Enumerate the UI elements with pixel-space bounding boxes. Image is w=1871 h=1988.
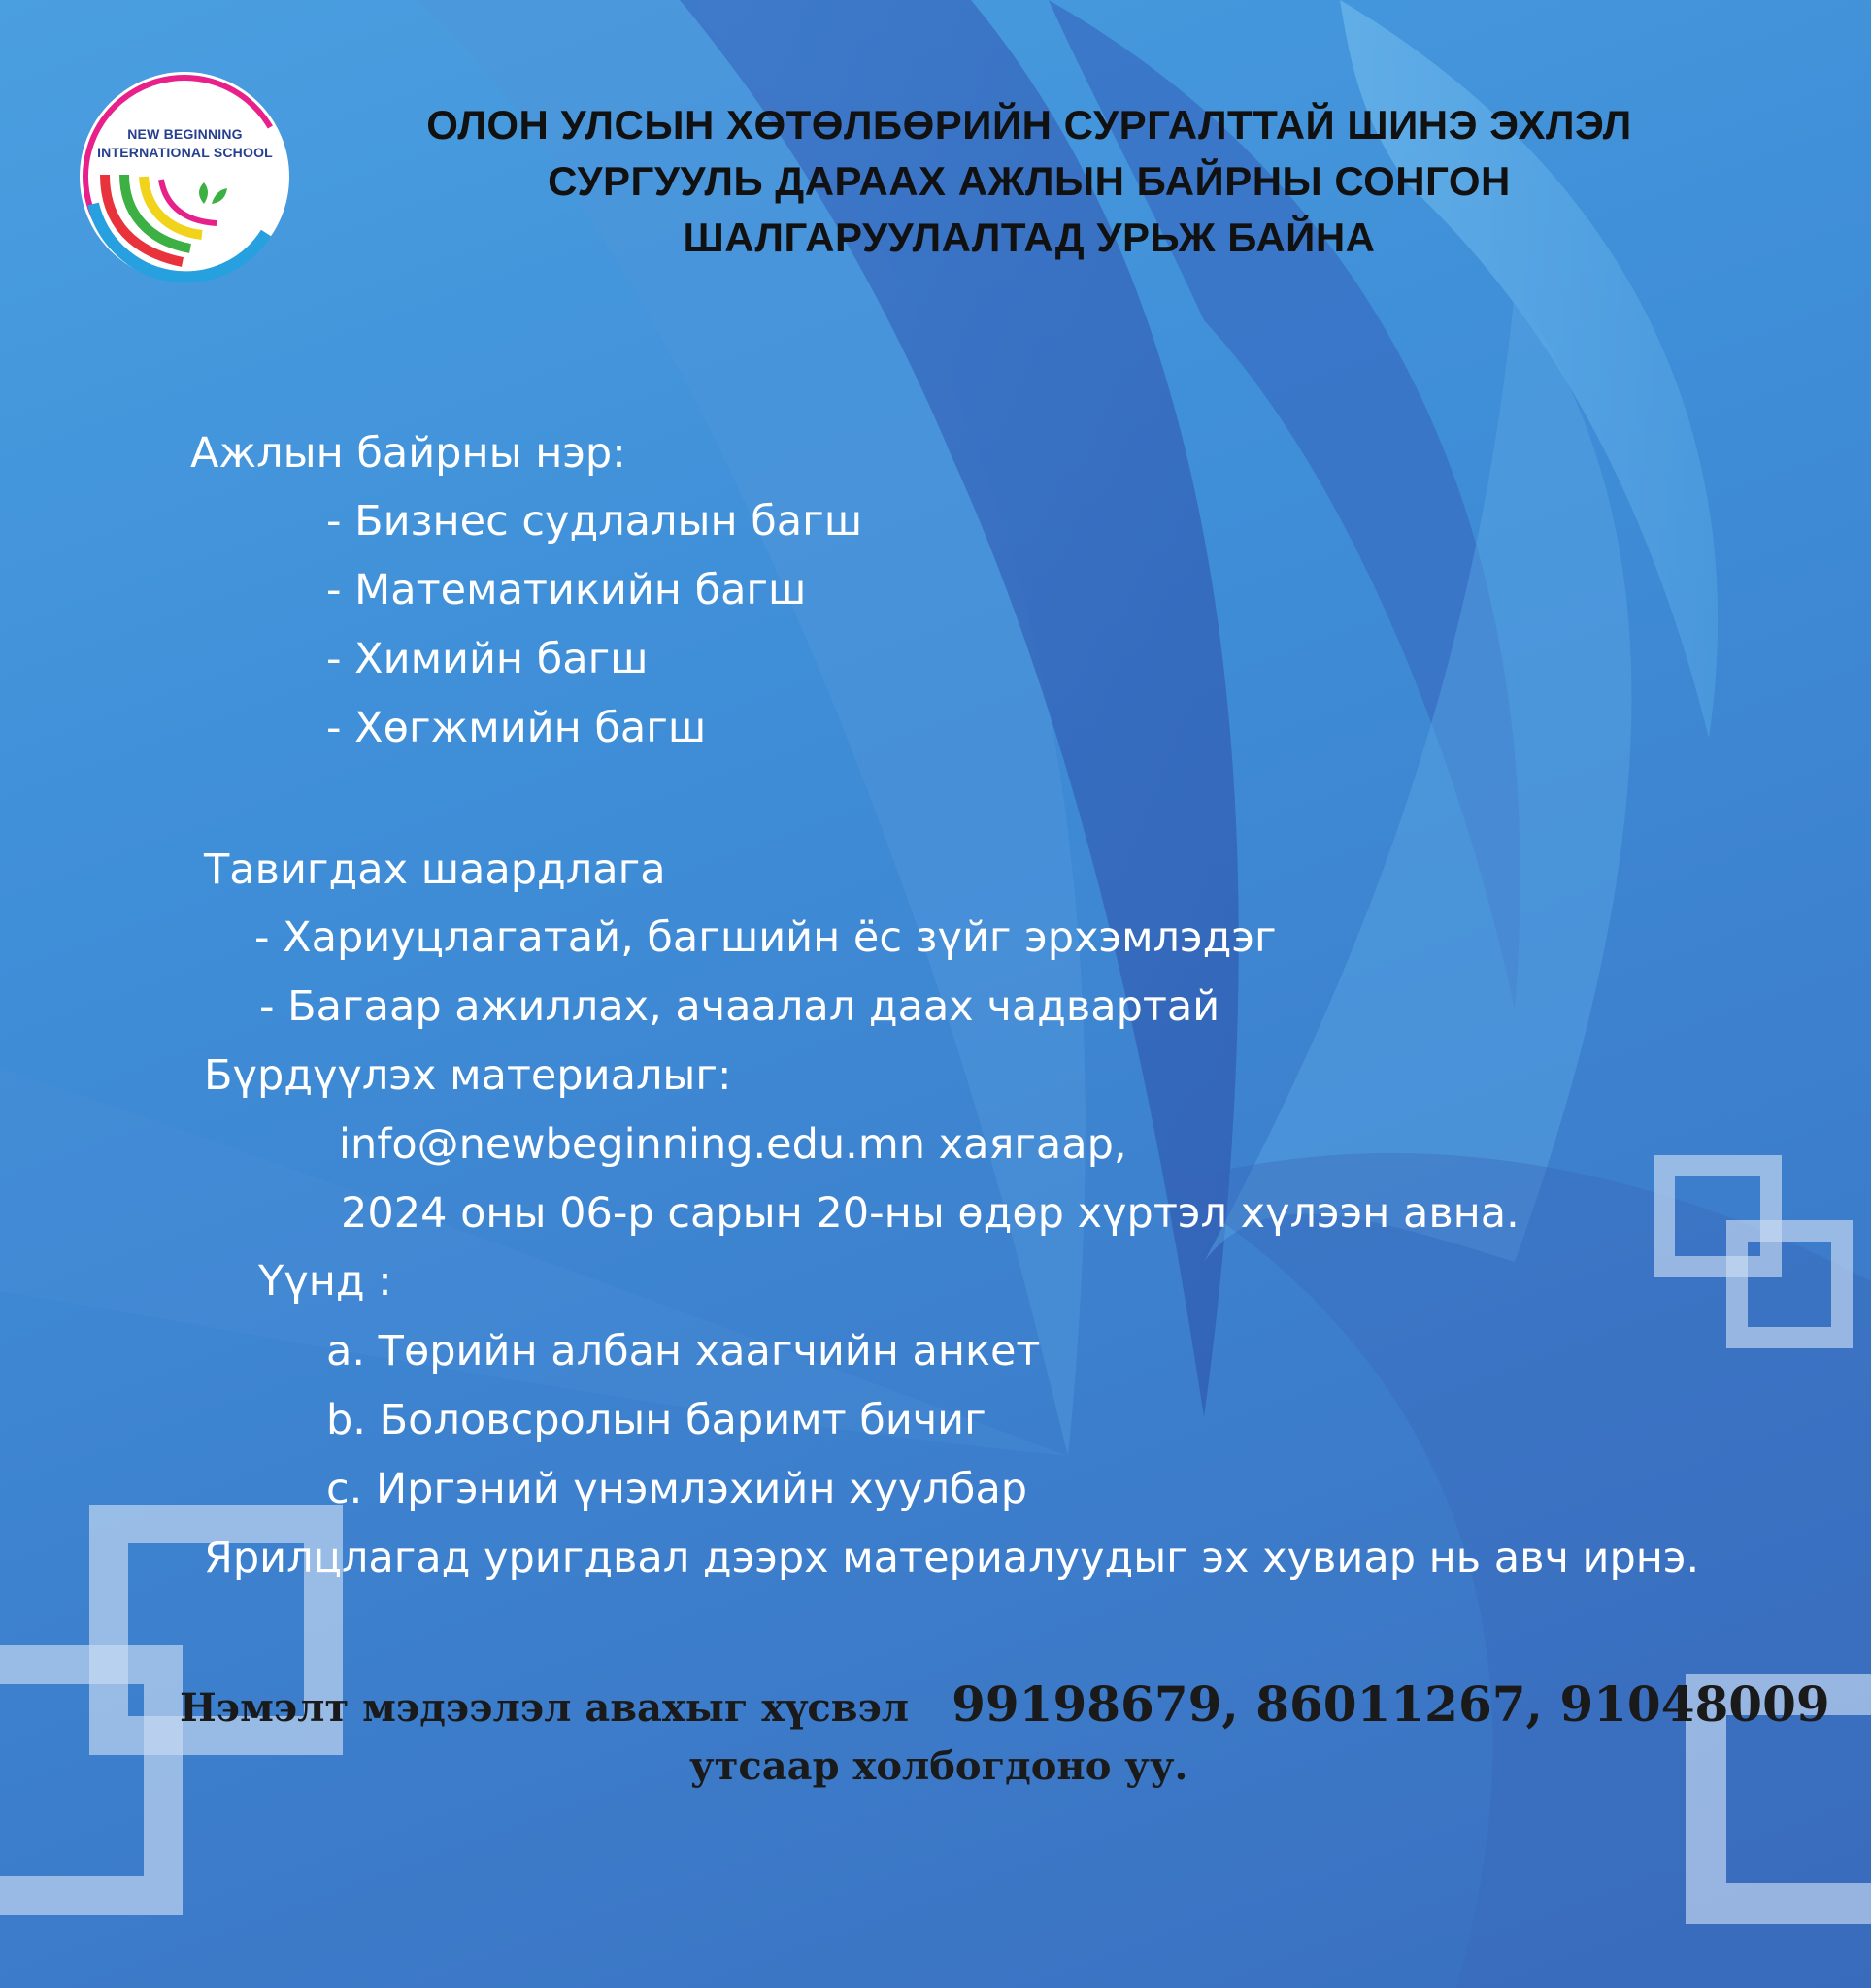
page-title — [384, 97, 1675, 266]
interview-note: Ярилцлагад уригдвал дээрх материалуудыг эх хувиар нь авч ирнэ. — [204, 1534, 1700, 1582]
job-item: - Бизнес судлалын багш — [326, 497, 863, 546]
requirement-item: - Хариуцлагатай, багшийн ёс зүйг эрхэмлэдэг — [254, 913, 1277, 962]
contact-text: Нэмэлт мэдээлэл авахыг хүсвэл — [180, 1685, 910, 1731]
logo-line-2: INTERNATIONAL SCHOOL — [97, 145, 273, 160]
contact-line-1 — [180, 1675, 1830, 1733]
job-item: - Хөгжмийн багш — [326, 704, 707, 752]
job-item: - Математикийн багш — [326, 566, 807, 614]
email-line: info@newbeginning.edu.mn хаягаар, — [339, 1120, 1127, 1169]
jobs-heading: Ажлын байрны нэр: — [190, 429, 626, 478]
contact-line-2: утсаар холбогдоно уу. — [689, 1743, 1188, 1789]
title-line-3: ШАЛГАРУУЛАЛТАД УРЬЖ БАЙНА — [683, 215, 1376, 260]
logo-emblem-icon — [76, 68, 294, 286]
material-item: c. Иргэний үнэмлэхийн хуулбар — [326, 1465, 1028, 1513]
material-item: a. Төрийн албан хаагчийн анкет — [326, 1327, 1041, 1375]
materials-heading: Бүрдүүлэх материалыг: — [204, 1051, 732, 1100]
requirement-item: - Багаар ажиллах, ачаалал даах чадвартай — [259, 982, 1220, 1031]
requirements-heading: Тавигдах шаардлага — [204, 845, 666, 894]
contact-phones: 99198679, 86011267, 91048009 — [952, 1675, 1830, 1733]
job-item: - Химийн багш — [326, 635, 649, 683]
logo-line-1: NEW BEGINNING — [127, 126, 243, 142]
title-line-2: СУРГУУЛЬ ДАРААХ АЖЛЫН БАЙРНЫ СОНГОН — [548, 158, 1511, 204]
deadline-line: 2024 оны 06-р сарын 20-ны өдөр хүртэл хүлээн авна. — [341, 1189, 1520, 1238]
school-logo — [76, 68, 294, 286]
title-line-1: ОЛОН УЛСЫН ХӨТӨЛБӨРИЙН СУРГАЛТТАЙ ШИНЭ ЭХЛЭЛ — [426, 102, 1632, 148]
includes-heading: Үүнд : — [258, 1257, 392, 1306]
material-item: b. Боловсролын баримт бичиг — [326, 1396, 986, 1444]
